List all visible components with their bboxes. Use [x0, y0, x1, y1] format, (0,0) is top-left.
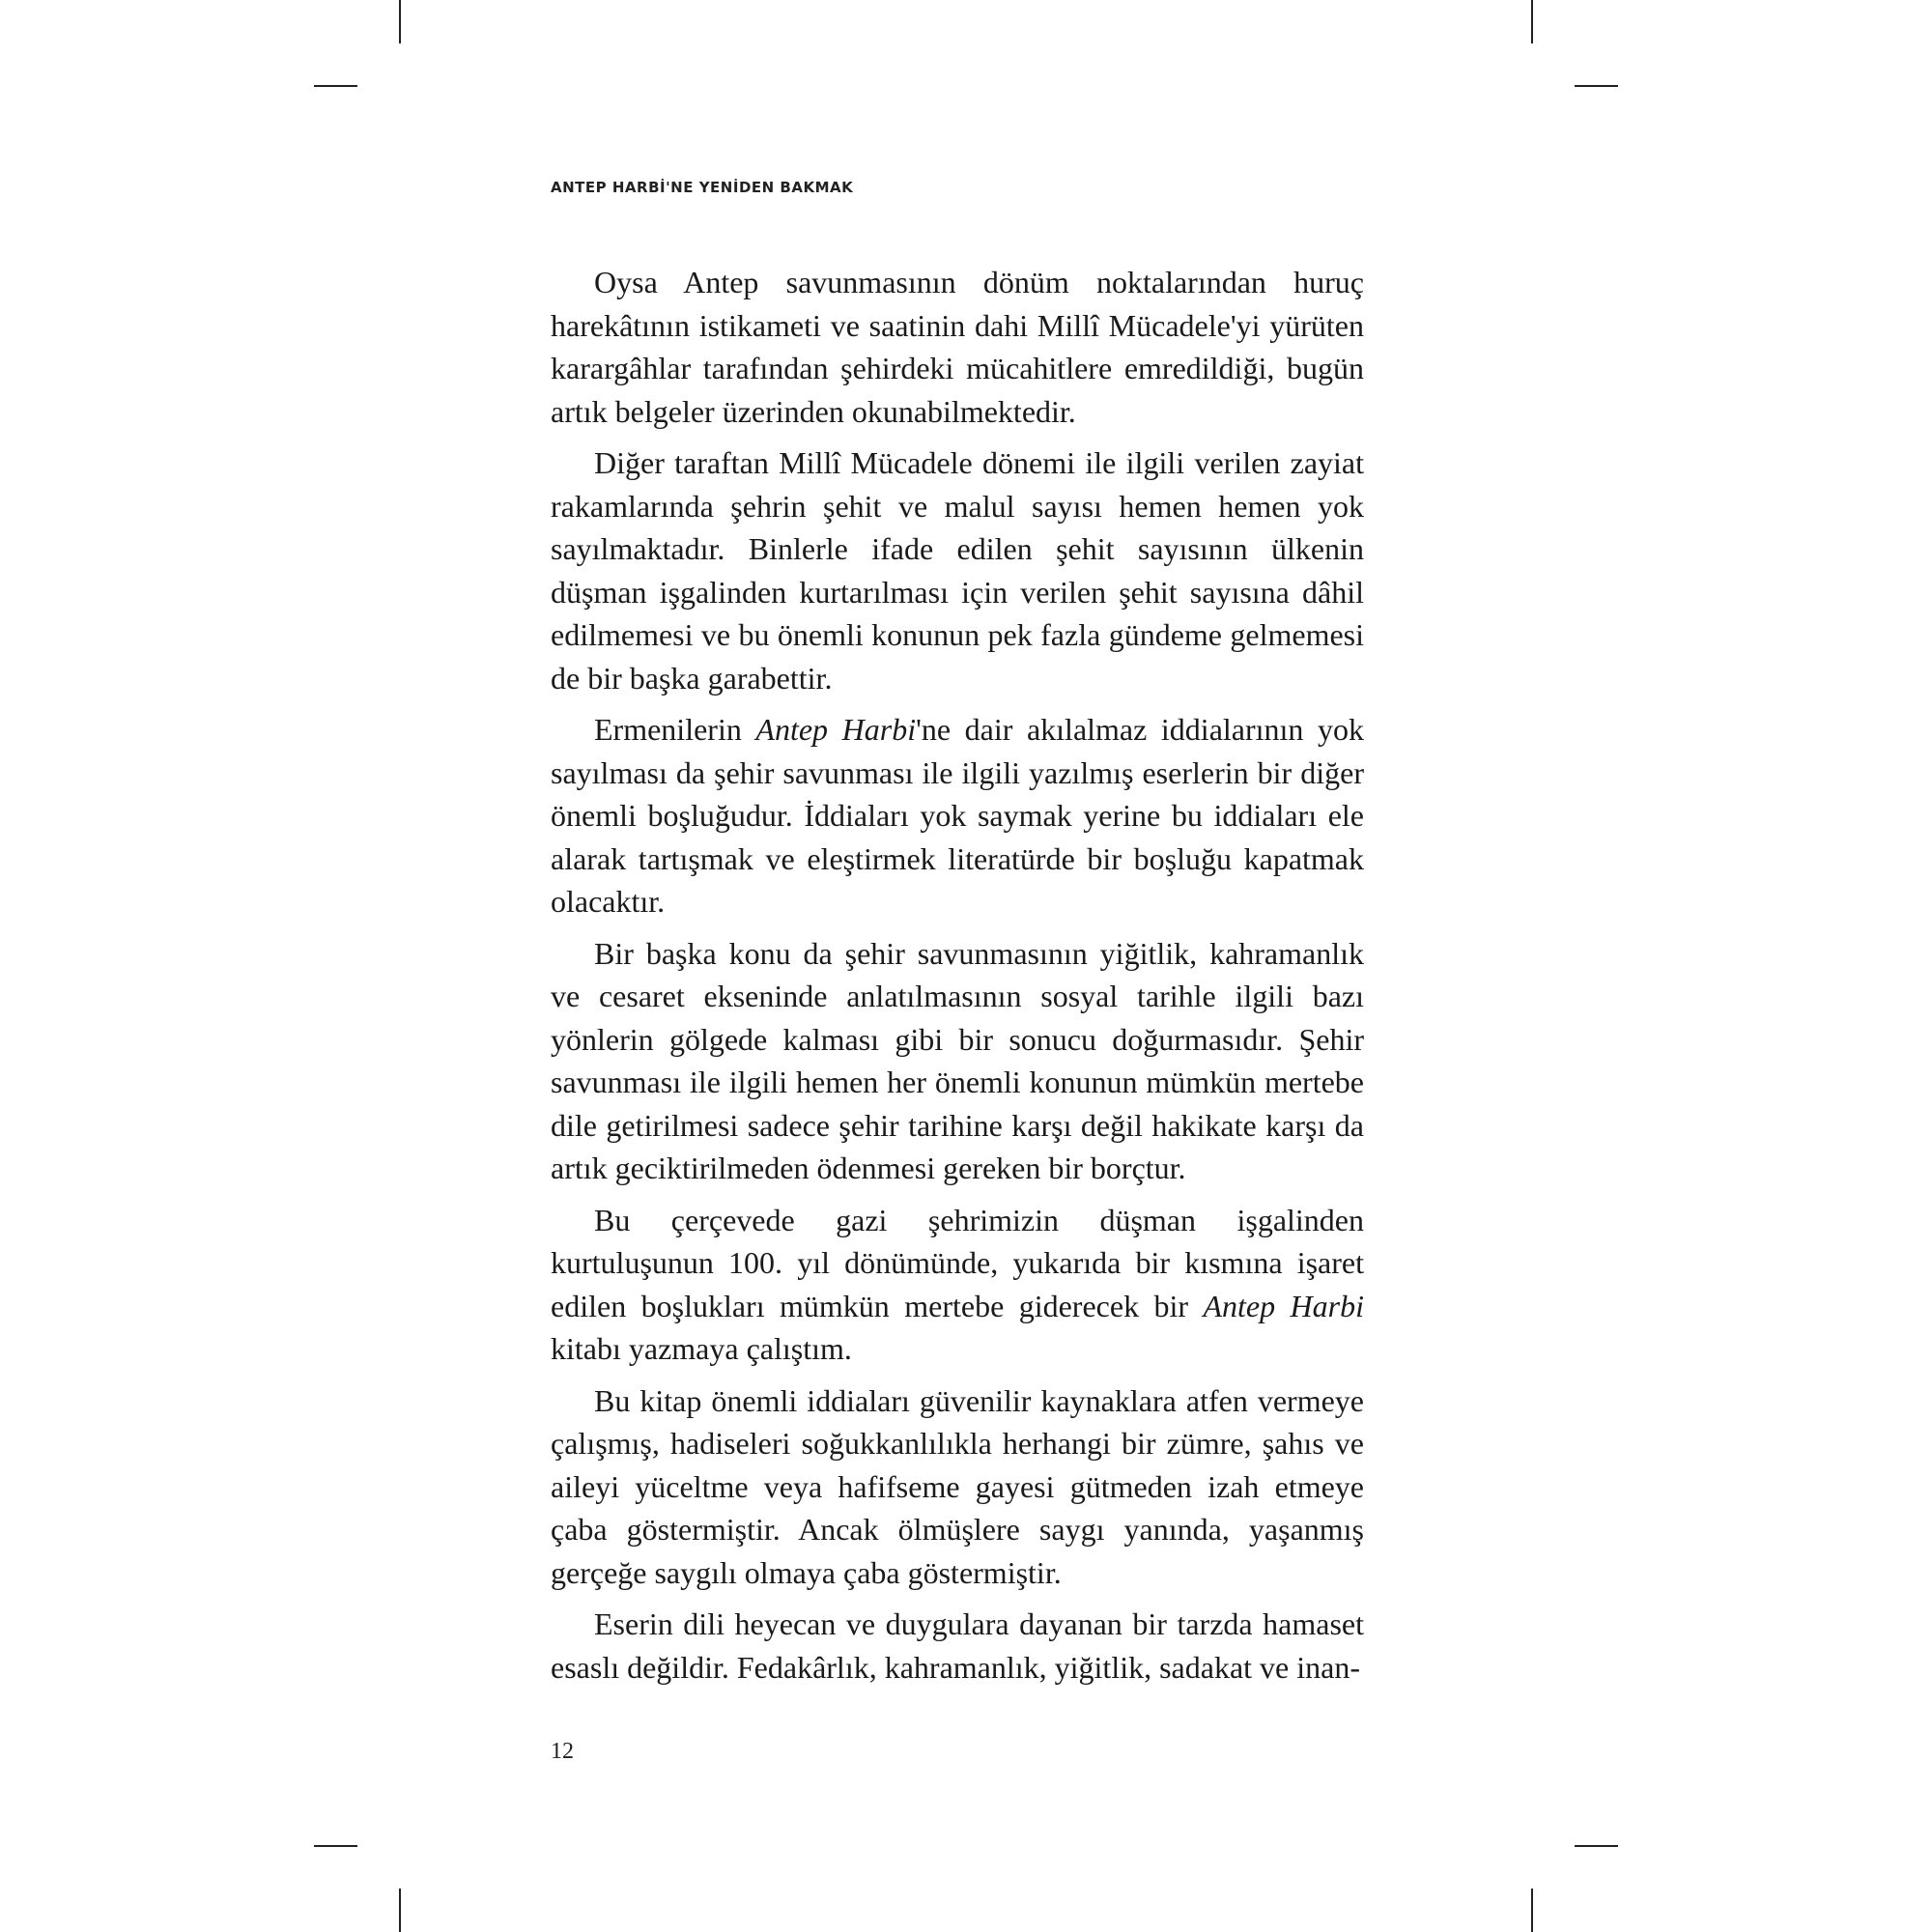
paragraph — [551, 261, 1364, 433]
italic-title: Antep Harbi — [755, 712, 917, 747]
crop-mark-right-top — [1575, 85, 1618, 87]
text-segment: Ermenilerin — [594, 712, 756, 747]
italic-title: Antep Harbi — [1203, 1288, 1365, 1323]
text-segment: Bir başka konu da şehir savunmasının yiğitlik, kahramanlık ve cesaret ekseninde anlatılmasının sosyal tarihle ilgili bazı yönlerin gölgede kalması gibi bir sonucu doğurmasıdır. Şehir savunması ile ilgili hemen her önemli konunun mümkün mertebe dile getirilmesi sadece şehir tarihine karşı değil hakikate karşı da artık geciktirilmeden ödenmesi gereken bir borçtur. — [551, 935, 1364, 1185]
crop-mark-top-left — [399, 0, 401, 43]
crop-mark-left-top — [314, 85, 357, 87]
crop-mark-left-bottom — [314, 1845, 357, 1847]
paragraph — [551, 708, 1364, 923]
text-segment: 'ne dair akılalmaz iddialarının yok sayılması da şehir savunması ile ilgili yazılmış eserlerin bir diğer önemli boşluğudur. İddiaları yok saymak yerine bu iddiaları ele alarak tartışmak ve eleştirmek literatürde bir boşluğu kapatmak olacaktır. — [551, 712, 1364, 919]
text-segment: Bu kitap önemli iddiaları güvenilir kaynaklara atfen vermeye çalışmış, hadiseleri soğukkanlılıkla herhangi bir zümre, şahıs ve aileyi yüceltme veya hafifseme gayesi gütmeden izah etmeye çaba göstermiştir. Ancak ölmüşlere saygı yanında, yaşanmış gerçeğe saygılı olmaya çaba göstermiştir. — [551, 1382, 1364, 1590]
page-number: 12 — [551, 1739, 574, 1764]
crop-mark-bottom-right — [1531, 1889, 1533, 1932]
crop-mark-right-bottom — [1575, 1845, 1618, 1847]
running-head: ANTEP HARBİ'NE YENİDEN BAKMAK — [551, 179, 854, 196]
text-segment: Bu çerçevede gazi şehrimizin düşman işgalinden kurtuluşunun 100. yıl dönümünde, yukarıda bir kısmına işaret edilen boşlukları mümkün mertebe giderecek bir — [551, 1202, 1364, 1323]
paragraph — [551, 1379, 1364, 1595]
paragraph — [551, 441, 1364, 699]
text-segment: Eserin dili heyecan ve duygulara dayanan bir tarzda hamaset esaslı değildir. Fedakârlık, kahramanlık, yiğitlik, sadakat ve inan- — [551, 1606, 1364, 1685]
crop-mark-top-right — [1531, 0, 1533, 43]
text-segment: kitabı yazmaya çalıştım. — [551, 1331, 852, 1366]
body-text — [551, 261, 1364, 1697]
text-segment: Diğer taraftan Millî Mücadele dönemi ile ilgili verilen zayiat rakamlarında şehrin şehit ve malul sayısı hemen hemen yok sayılmaktadır. Binlerle ifade edilen şehit sayısının ülkenin düşman işgalinden kurtarılması için verilen şehit sayısına dâhil edilmemesi ve bu önemli konunun pek fazla gündeme gelmemesi de bir başka garabettir. — [551, 445, 1364, 696]
paragraph — [551, 1603, 1364, 1689]
paragraph — [551, 932, 1364, 1190]
text-segment: Oysa Antep savunmasının dönüm noktalarından huruç harekâtının istikameti ve saatinin dahi Millî Mücadele'yi yürüten karargâhlar tarafından şehirdeki mücahitlere emredildiği, bugün artık belgeler üzerinden okunabilmektedir. — [551, 265, 1364, 429]
crop-mark-bottom-left — [399, 1889, 401, 1932]
paragraph — [551, 1199, 1364, 1371]
